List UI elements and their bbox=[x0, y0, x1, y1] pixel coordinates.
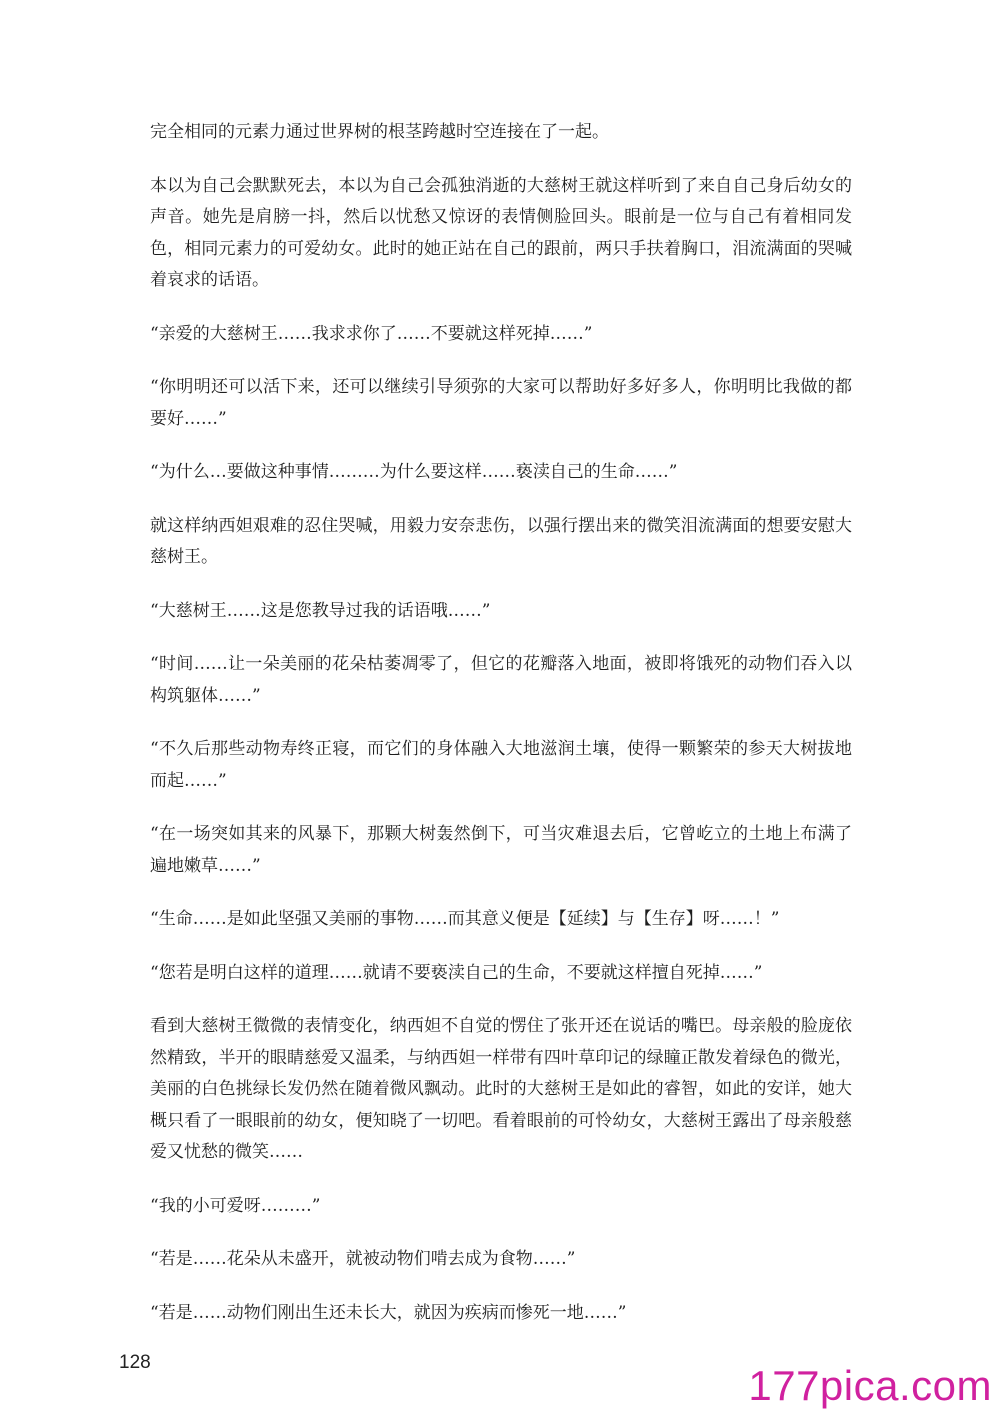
paragraph: “在一场突如其来的风暴下，那颗大树轰然倒下，可当灾难退去后，它曾屹立的土地上布满了遍地嫩草……” bbox=[150, 824, 852, 876]
paragraph: “为什么…要做这种事情………为什么要这样……亵渎自己的生命……” bbox=[150, 462, 678, 482]
page-body bbox=[150, 117, 852, 1351]
paragraph: 就这样纳西妲艰难的忍住哭喊，用毅力安奈悲伤，以强行摆出来的微笑泪流满面的想要安慰大慈树王。 bbox=[150, 515, 852, 567]
paragraph: “亲爱的大慈树王……我求求你了……不要就这样死掉……” bbox=[150, 323, 593, 344]
paragraph: “我的小可爱呀………” bbox=[150, 1195, 321, 1216]
paragraph: “若是……动物们刚出生还未长大，就因为疾病而惨死一地……” bbox=[150, 1302, 627, 1323]
paragraph: “时间……让一朵美丽的花朵枯萎凋零了，但它的花瓣落入地面，被即将饿死的动物们吞入以构筑躯体……” bbox=[150, 654, 852, 706]
paragraph: “你明明还可以活下来，还可以继续引导须弥的大家可以帮助好多好多人，你明明比我做的都要好……” bbox=[150, 377, 852, 429]
paragraph: 本以为自己会默默死去，本以为自己会孤独消逝的大慈树王就这样听到了来自自己身后幼女的声音。她先是肩膀一抖，然后以忧愁又惊讶的表情侧脸回头。眼前是一位与自己有着相同发色，相同元素力的可爱幼女。此时的她正站在自己的跟前，两只手扶着胸口，泪流满面的哭喊着哀求的话语。 bbox=[150, 175, 852, 290]
paragraph: “大慈树王……这是您教导过我的话语哦……” bbox=[150, 600, 491, 621]
paragraph: “若是……花朵从未盛开，就被动物们啃去成为食物……” bbox=[150, 1249, 576, 1269]
watermark: 177pica.com bbox=[748, 1362, 992, 1409]
paragraph: 完全相同的元素力通过世界树的根茎跨越时空连接在了一起。 bbox=[150, 122, 609, 142]
paragraph: “不久后那些动物寿终正寝，而它们的身体融入大地滋润土壤，使得一颗繁荣的参天大树拔地而起……” bbox=[150, 739, 852, 791]
paragraph: 看到大慈树王微微的表情变化，纳西妲不自觉的愣住了张开还在说话的嘴巴。母亲般的脸庞依然精致，半开的眼睛慈爱又温柔，与纳西妲一样带有四叶草印记的绿瞳正散发着绿色的微光，美丽的白色挑绿长发仍然在随着微风飘动。此时的大慈树王是如此的睿智，如此的安详，她大概只看了一眼眼前的幼女，便知晓了一切吧。看着眼前的可怜幼女，大慈树王露出了母亲般慈爱又忧愁的微笑…… bbox=[150, 1016, 852, 1162]
paragraph: “您若是明白这样的道理……就请不要亵渎自己的生命，不要就这样擅自死掉……” bbox=[150, 962, 763, 983]
paragraph: “生命……是如此坚强又美丽的事物……而其意义便是【延续】与【生存】呀……！” bbox=[150, 909, 780, 929]
page-number: 128 bbox=[119, 1352, 151, 1373]
